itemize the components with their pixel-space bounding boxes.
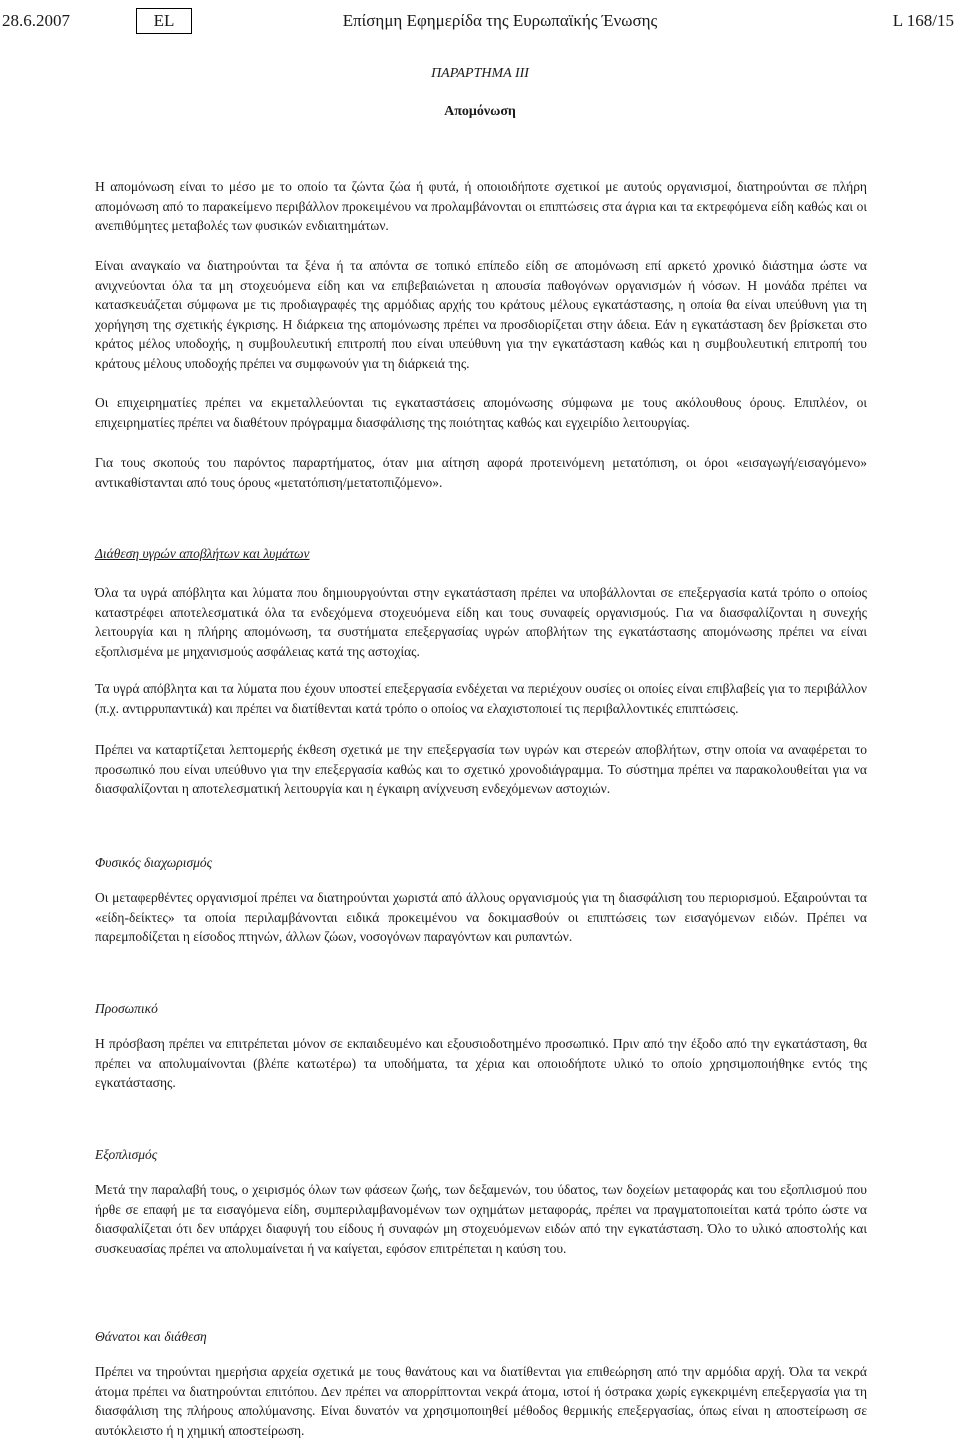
language-badge: EL	[136, 8, 192, 34]
document-title: Απομόνωση	[444, 104, 516, 119]
section-heading-separation: Φυσικός διαχωρισμός	[95, 855, 213, 870]
paragraph-equipment: Μετά την παραλαβή τους, ο χειρισμός όλων των φάσεων ζωής, των δεξαμενών, του ύδατος, των δοχείων μεταφοράς και του εξοπλισμού που ήρθε σε επαφή με τα εισαγόμενα είδη, συμπεριλαμβανομένων των οχημάτων μεταφοράς, πρέπει να πραγματοποιείται κατά τρόπο ώστε να διασφαλίζεται ότι δεν υπάρχει διαφυγή του είδους ή συναφών μη στοχευόμενων ειδών από την εγκατάσταση. Όλο το υλικό αποστολής και συσκευασίας πρέπει να απολυμαίνεται ή να καίγεται, εφόσον επιτρέπεται η καύση του.	[95, 1182, 867, 1256]
section-heading-equipment: Εξοπλισμός	[95, 1147, 158, 1162]
section-heading-personnel: Προσωπικό	[95, 1001, 158, 1016]
paragraph-intro: Η απομόνωση είναι το μέσο με το οποίο τα ζώντα ζώα ή φυτά, ή οποιοιδήποτε σχετικοί με αυτούς οργανισμοί, διατηρούνται σε πλήρη απομόνωση από το παρακείμενο περιβάλλον προκειμένου να προλαμβάνονται οι επιπτώσεις στα άγρια και τα εκτρεφόμενα είδη καθώς και οι ανεπιθύμητες μεταβολές των φυσικών ενδιαιτημάτων.	[95, 179, 867, 233]
paragraph-separation: Οι μεταφερθέντες οργανισμοί πρέπει να διατηρούνται χωριστά από άλλους οργανισμούς για τη διασφάλιση του περιορισμού. Εξαιρούνται τα «είδη-δείκτες» τα οποία περιλαμβάνονται ειδικά προκειμένου να δοκιμασθούν οι επιπτώσεις των εισαγόμενων ειδών. Πρέπει να παρεμποδίζεται η είσοδος πτηνών, άλλων ζώων, νοσογόνων παραγόντων και ρυπαντών.	[95, 890, 867, 944]
paragraph-definitions: Για τους σκοπούς του παρόντος παραρτήματος, όταν μια αίτηση αφορά προτεινόμενη μετατόπιση, οι όροι «εισαγωγή/εισαγόμενο» αντικαθίστανται από τους όρους «μετατόπιση/μετατοπιζόμενο».	[95, 455, 867, 490]
annex-label: ΠΑΡΑΡΤΗΜΑ III	[431, 66, 529, 81]
paragraph-personnel: Η πρόσβαση πρέπει να επιτρέπεται μόνον σε εκπαιδευμένο και εξουσιοδοτημένο προσωπικό. Πριν από την έξοδο από την εγκατάσταση, θα πρέπει να απολυμαίνονται (βλέπε κατωτέρω) τα υποδήματα, τα χέρια και οποιοδήποτε υλικό το οποίο χρησιμοποιήθηκε εντός της εγκατάστασης.	[95, 1036, 867, 1090]
journal-title: Επίσημη Εφημερίδα της Ευρωπαϊκής Ένωσης	[342, 11, 658, 30]
paragraph-waste-report: Πρέπει να καταρτίζεται λεπτομερής έκθεση σχετικά με την επεξεργασία των υγρών και στερεών αποβλήτων, στην οποία να αναφέρεται το προσωπικό που είναι υπεύθυνο για την επεξεργασία καθώς και το σχετικό χρονοδιάγραμμα. Το σύστημα πρέπει να παρακολουθείται για να διασφαλίζονται η αποτελεσματική λειτουργία και η έγκαιρη ανίχνευση ενδεχόμενων αστοχιών.	[95, 742, 867, 796]
paragraph-operators: Οι επιχειρηματίες πρέπει να εκμεταλλεύονται τις εγκαταστάσεις απομόνωσης σύμφωνα με τους ακόλουθους όρους. Επιπλέον, οι επιχειρηματίες πρέπει να διαθέτουν πρόγραμμα διασφάλισης της ποιότητας καθώς και εγχειρίδιο λειτουργίας.	[95, 395, 867, 430]
paragraph-wastewater-treatment: Όλα τα υγρά απόβλητα και λύματα που δημιουργούνται στην εγκατάσταση πρέπει να υποβάλλονται σε επεξεργασία κατά τρόπο ο οποίος καταστρέφει αποτελεσματικά όλα τα ενδεχόμενα στοχευόμενα είδη και τους συναφείς οργανισμούς. Για να διασφαλίζονται η συνεχής λειτουργία και η πλήρης απομόνωση, τα συστήματα επεξεργασίας υγρών αποβλήτων της εγκατάστασης απομόνωσης πρέπει να είναι εξοπλισμένα με μηχανισμούς ασφάλειας κατά της αστοχίας.	[95, 585, 867, 659]
paragraph-mortality: Πρέπει να τηρούνται ημερήσια αρχεία σχετικά με τους θανάτους και να διατίθενται για επιθεώρηση από την αρμόδια αρχή. Όλα τα νεκρά άτομα πρέπει να διατηρούνται επιτόπου. Δεν πρέπει να απορρίπτονται νεκρά άτομα, ιστοί ή όστρακα χωρίς εγκεκριμένη επεξεργασία για τη διασφάλιση της πλήρους απολύμανσης. Είναι δυνατόν να χρησιμοποιηθεί μέθοδος θερμικής επεξεργασίας, όπως είναι η αποστείρωση σε αυτόκλειστο ή η χημική αποστείρωση.	[95, 1364, 867, 1438]
paragraph-treated-wastewater: Τα υγρά απόβλητα και τα λύματα που έχουν υποστεί επεξεργασία ενδέχεται να περιέχουν ουσίες οι οποίες είναι επιβλαβείς για το περιβάλλον (π.χ. αντιρρυπαντικά) και πρέπει να διατίθενται κατά τρόπο ο οποίος να ελαχιστοποιεί τις περιβαλλοντικές επιπτώσεις.	[95, 681, 867, 716]
page-header	[0, 8, 960, 36]
section-heading-wastewater: Διάθεση υγρών αποβλήτων και λυμάτων	[95, 546, 310, 561]
section-heading-mortality: Θάνατοι και διάθεση	[95, 1329, 207, 1344]
page-number: L 168/15	[892, 11, 954, 30]
paragraph-duration: Είναι αναγκαίο να διατηρούνται τα ξένα ή τα απόντα σε τοπικό επίπεδο είδη σε απομόνωση επί αρκετό χρονικό διάστημα ώστε να ανιχνεύονται όλα τα μη στοχευόμενα είδη και να επιβεβαιώνεται η απουσία παθογόνων οργανισμών ή νόσων. Η μονάδα πρέπει να κατασκευάζεται σύμφωνα με τις προδιαγραφές της αρμόδιας αρχής του κράτους μέλους εγκατάστασης, η οποία θα είναι υπεύθυνη για τη χορήγηση της σχετικής έγκρισης. Η διάρκεια της απομόνωσης πρέπει να προσδιορίζεται στην άδεια. Εάν η εγκατάσταση δεν βρίσκεται στο κράτος μέλος υποδοχής, η συμβουλευτική επιτροπή που είναι υπεύθυνη για την εγκατάσταση καθώς και η συμβουλευτική επιτροπή του κράτους μέλους υποδοχής πρέπει να συμφωνούν για τη διάρκειά της.	[95, 258, 867, 371]
publication-date: 28.6.2007	[2, 11, 70, 30]
